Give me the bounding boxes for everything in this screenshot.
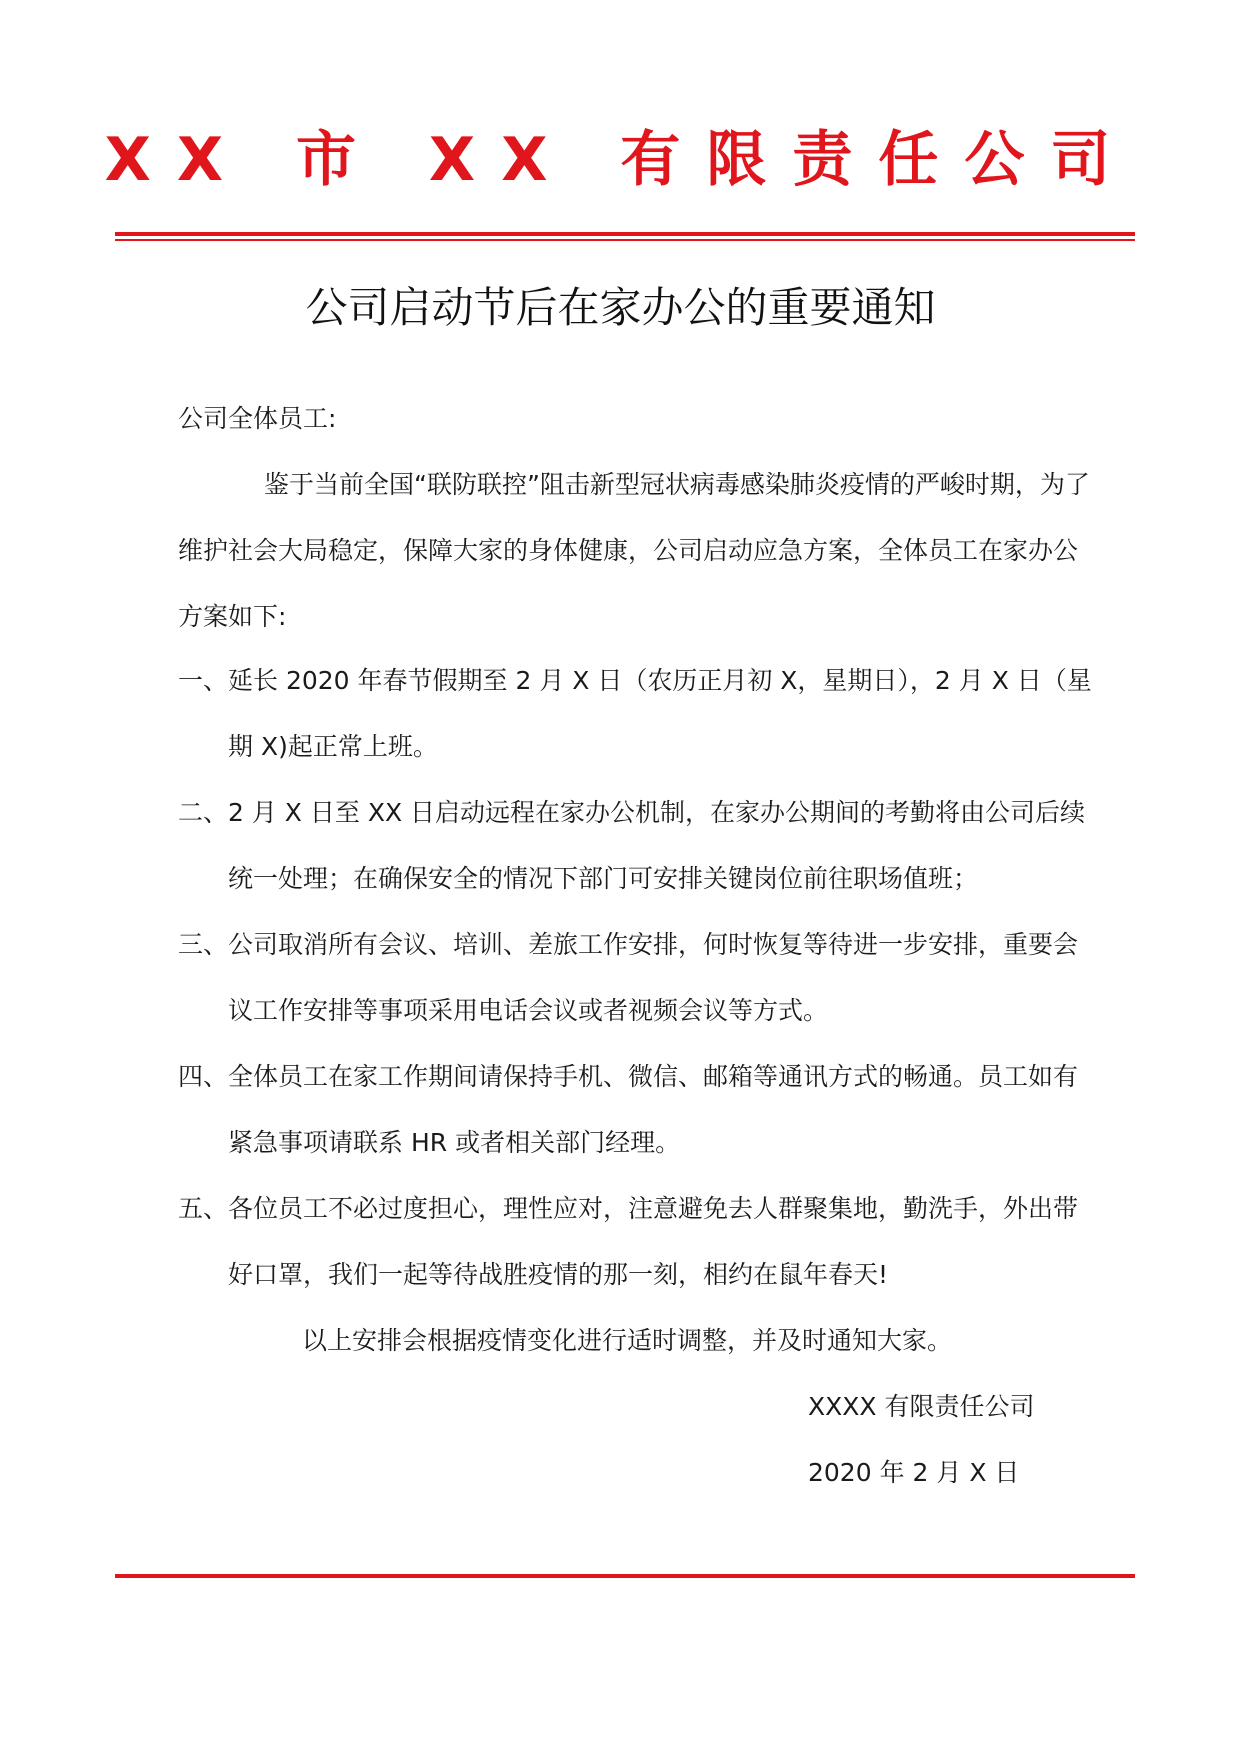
signature-date: 2020 年 2 月 X 日: [808, 1458, 1020, 1487]
notice-title: 公司启动节后在家办公的重要通知: [305, 283, 936, 332]
closing-paragraph: 以上安排会根据疫情变化进行适时调整，并及时通知大家。: [302, 1326, 953, 1355]
list-item: 三、公司取消所有会议、培训、差旅工作安排，何时恢复等待进一步安排，重要会议工作安排等事项采用电话会议或者视频会议等方式。: [178, 930, 1079, 1025]
letterhead-organization: XX 市 XX 有限责任公司: [104, 125, 1137, 195]
signature-company: XXXX 有限责任公司: [808, 1392, 1035, 1421]
list-item: 一、延长 2020 年春节假期至 2 月 X 日（农历正月初 X，星期日），2 月 X 日（星期 X)起正常上班。: [178, 666, 1092, 761]
list-item: 二、2 月 X 日至 XX 日启动远程在家办公机制，在家办公期间的考勤将由公司后续统一处理；在确保安全的情况下部门可安排关键岗位前往职场值班；: [178, 798, 1086, 893]
letterhead-rule-thick: [115, 232, 1135, 236]
list-item: 五、各位员工不必过度担心，理性应对，注意避免去人群聚集地，勤洗手，外出带好口罩，我们一起等待战胜疫情的那一刻，相约在鼠年春天!: [178, 1194, 1079, 1289]
footer-rule: [115, 1574, 1135, 1578]
list-item: 四、全体员工在家工作期间请保持手机、微信、邮箱等通讯方式的畅通。员工如有紧急事项请联系 HR 或者相关部门经理。: [178, 1062, 1079, 1157]
salutation: 公司全体员工:: [178, 404, 337, 433]
notice-items-list: [178, 648, 1098, 1308]
letterhead-rule-thin: [115, 239, 1135, 241]
intro-paragraph: 鉴于当前全国“联防联控”阻击新型冠状病毒感染肺炎疫情的严峻时期，为了维护社会大局稳定，保障大家的身体健康，公司启动应急方案，全体员工在家办公方案如下:: [178, 470, 1090, 631]
